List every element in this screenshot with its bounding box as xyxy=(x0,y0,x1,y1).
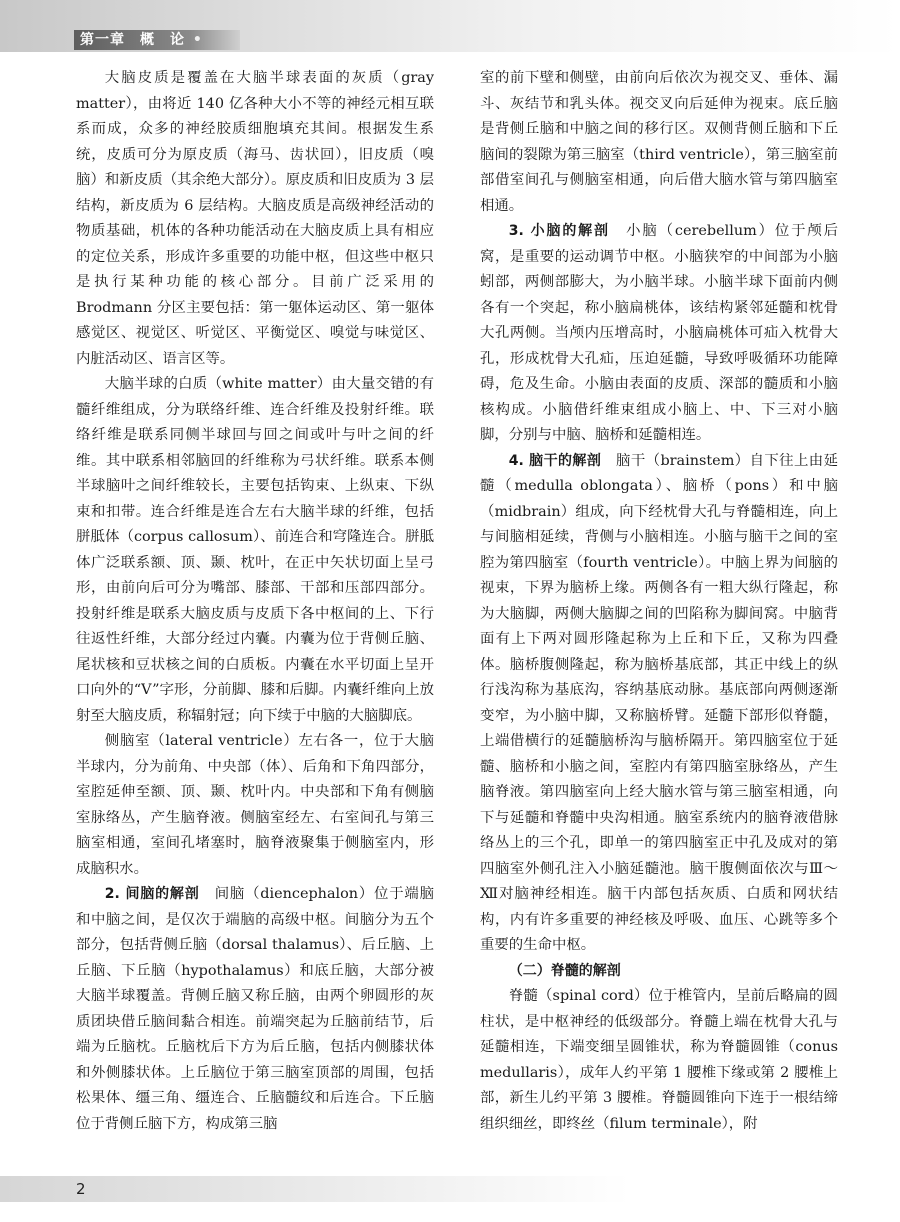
chapter-title: 第一章 概 论 xyxy=(80,32,185,48)
left-column xyxy=(76,66,434,1137)
paragraph-white-matter: 大脑半球的白质（white matter）由大量交错的有髓纤维组成，分为联络纤维、连合纤维及投射纤维。联络纤维是联系同侧半球回与回之间或叶与叶之间的纤维。其中联系相邻脑回的纤维称为弓状纤维。联系本侧半球脑叶之间纤维较长，主要包括钩束、上纵束、下纵束和扣带。连合纤维是连合左右大脑半球的纤维，包括胼胝体（corpus callosum）、前连合和穹隆连合。胼胝体广泛联系额、顶、颞、枕叶，在正中矢状切面上呈弓形，由前向后可分为嘴部、膝部、干部和压部四部分。投射纤维是联系大脑皮质与皮质下各中枢间的上、下行往返性纤维，大部分经过内囊。内囊为位于背侧丘脑、尾状核和豆状核之间的白质板。内囊在水平切面上呈开口向外的“V”字形，分前脚、膝和后脚。内囊纤维向上放射至大脑皮质，称辐射冠；向下续于中脑的大脑脚底。 xyxy=(76,376,434,724)
paragraph-diencephalon xyxy=(76,882,434,1137)
paragraph-lateral-ventricle: 侧脑室（lateral ventricle）左右各一，位于大脑半球内，分为前角、中央部（体）、后角和下角四部分，室腔延伸至额、顶、颞、枕叶内。中央部和下角有侧脑室脉络丛，产生脑脊液。侧脑室经左、右室间孔与第三脑室相通，室间孔堵塞时，脑脊液聚集于侧脑室内，形成脑积水。 xyxy=(76,733,434,877)
heading-spinal-cord: （二）脊髓的解剖 xyxy=(508,962,621,979)
cerebellum-text: 小脑（cerebellum）位于颅后窝，是重要的运动调节中枢。小脑狭窄的中间部为小脑蚓部，两侧部膨大，为小脑半球。小脑半球下面前内侧各有一个突起，称小脑扁桃体，该结构紧邻延髓和枕骨大孔两侧。当颅内压增高时，小脑扁桃体可疝入枕骨大孔，形成枕骨大孔疝，压迫延髓，导致呼吸循环功能障碍，危及生命。小脑由表面的皮质、深部的髓质和小脑核构成。小脑借纤维束组成小脑上、中、下三对小脑脚，分别与中脑、脑桥和延髓相连。 xyxy=(480,223,838,443)
paragraph-spinal-cord: 脊髓（spinal cord）位于椎管内，呈前后略扁的圆柱状，是中枢神经的低级部分。脊髓上端在枕骨大孔与延髓相连，下端变细呈圆锥状，称为脊髓圆锥（conus medullaris），成年人约平第 1 腰椎下缘或第 2 腰椎上部，新生儿约平第 3 腰椎。脊髓圆锥向下连于一根结缔组织细丝，即终丝（filum terminale），附 xyxy=(480,988,838,1132)
heading-diencephalon: 2. 间脑的解剖 xyxy=(104,886,200,902)
paragraph-cerebellum xyxy=(480,219,838,449)
heading-brainstem: 4. 脑干的解剖 xyxy=(508,452,602,469)
paragraph-cerebral-cortex: 大脑皮质是覆盖在大脑半球表面的灰质（gray matter），由将近 140 亿各种大小不等的神经元相互联系而成，众多的神经胶质细胞填充其间。根据发生系统，皮质可分为原皮质（海马、齿状回），旧皮质（嗅脑）和新皮质（其余绝大部分）。原皮质和旧皮质为 3 层结构，新皮质为 6 层结构。大脑皮质是高级神经活动的物质基础，机体的各种功能活动在大脑皮质上具有相应的定位关系，形成许多重要的功能中枢，但这些中枢只是执行某种功能的核心部分。目前广泛采用的 Brodmann 分区主要包括：第一躯体运动区、第一躯体感觉区、视觉区、听觉区、平衡觉区、嗅觉与味觉区、内脏活动区、语言区等。 xyxy=(76,70,434,367)
paragraph-third-ventricle-cont: 室的前下壁和侧壁，由前向后依次为视交叉、垂体、漏斗、灰结节和乳头体。视交叉向后延伸为视束。底丘脑是背侧丘脑和中脑之间的移行区。双侧背侧丘脑和下丘脑间的裂隙为第三脑室（third ventricle），第三脑室前部借室间孔与侧脑室相通，向后借大脑水管与第四脑室相通。 xyxy=(480,70,838,214)
section-heading-spinal-cord xyxy=(480,959,838,985)
brainstem-text: 脑干（brainstem）自下往上由延髓（medulla oblongata）、脑桥（pons）和中脑（midbrain）组成，向下经枕骨大孔与脊髓相连，向上与间脑相延续，背侧与小脑相连。小脑与脑干之间的室腔为第四脑室（fourth ventricle）。中脑上界为间脑的视束，下界为脑桥上缘。两侧各有一粗大纵行隆起，称为大脑脚，两侧大脑脚之间的凹陷称为脚间窝。中脑背面有上下两对圆形隆起称为上丘和下丘，又称为四叠体。脑桥腹侧隆起，称为脑桥基底部，其正中线上的纵行浅沟称为基底沟，容纳基底动脉。基底部向两侧逐渐变窄，为小脑中脚，又称脑桥臂。延髓下部形似脊髓，上端借横行的延髓脑桥沟与脑桥隔开。第四脑室位于延髓、脑桥和小脑之间，室腔内有第四脑室脉络丛，产生脑脊液。第四脑室向上经大脑水管与第三脑室相通，向下与延髓和脊髓中央沟相通。脑室系统内的脑脊液借脉络丛上的三个孔，即单一的第四脑室正中孔及成对的第四脑室外侧孔注入小脑延髓池。脑干腹侧面依次与Ⅲ～Ⅻ对脑神经相连。脑干内部包括灰质、白质和网状结构，内有许多重要的神经核及呼吸、血压、心跳等多个重要的生命中枢。 xyxy=(480,452,838,953)
right-column xyxy=(480,66,838,1137)
footer-band xyxy=(0,1176,900,1202)
chapter-tab xyxy=(74,30,240,50)
page-number: 2 xyxy=(76,1180,86,1198)
heading-cerebellum: 3. 小脑的解剖 xyxy=(508,223,610,239)
chapter-dot: • xyxy=(192,32,203,48)
paragraph-brainstem xyxy=(480,449,838,959)
diencephalon-text: 间脑（diencephalon）位于端脑和中脑之间，是仅次于端脑的高级中枢。间脑分为五个部分，包括背侧丘脑（dorsal thalamus）、后丘脑、上丘脑、下丘脑（hypothalamus）和底丘脑，大部分被大脑半球覆盖。背侧丘脑又称丘脑，由两个卵圆形的灰质团块借丘脑间黏合相连。前端突起为丘脑前结节，后端为丘脑枕。丘脑枕后下方为后丘脑，包括内侧膝状体和外侧膝状体。上丘脑位于第三脑室顶部的周围，包括松果体、缰三角、缰连合、丘脑髓纹和后连合。下丘脑位于背侧丘脑下方，构成第三脑 xyxy=(76,886,434,1132)
